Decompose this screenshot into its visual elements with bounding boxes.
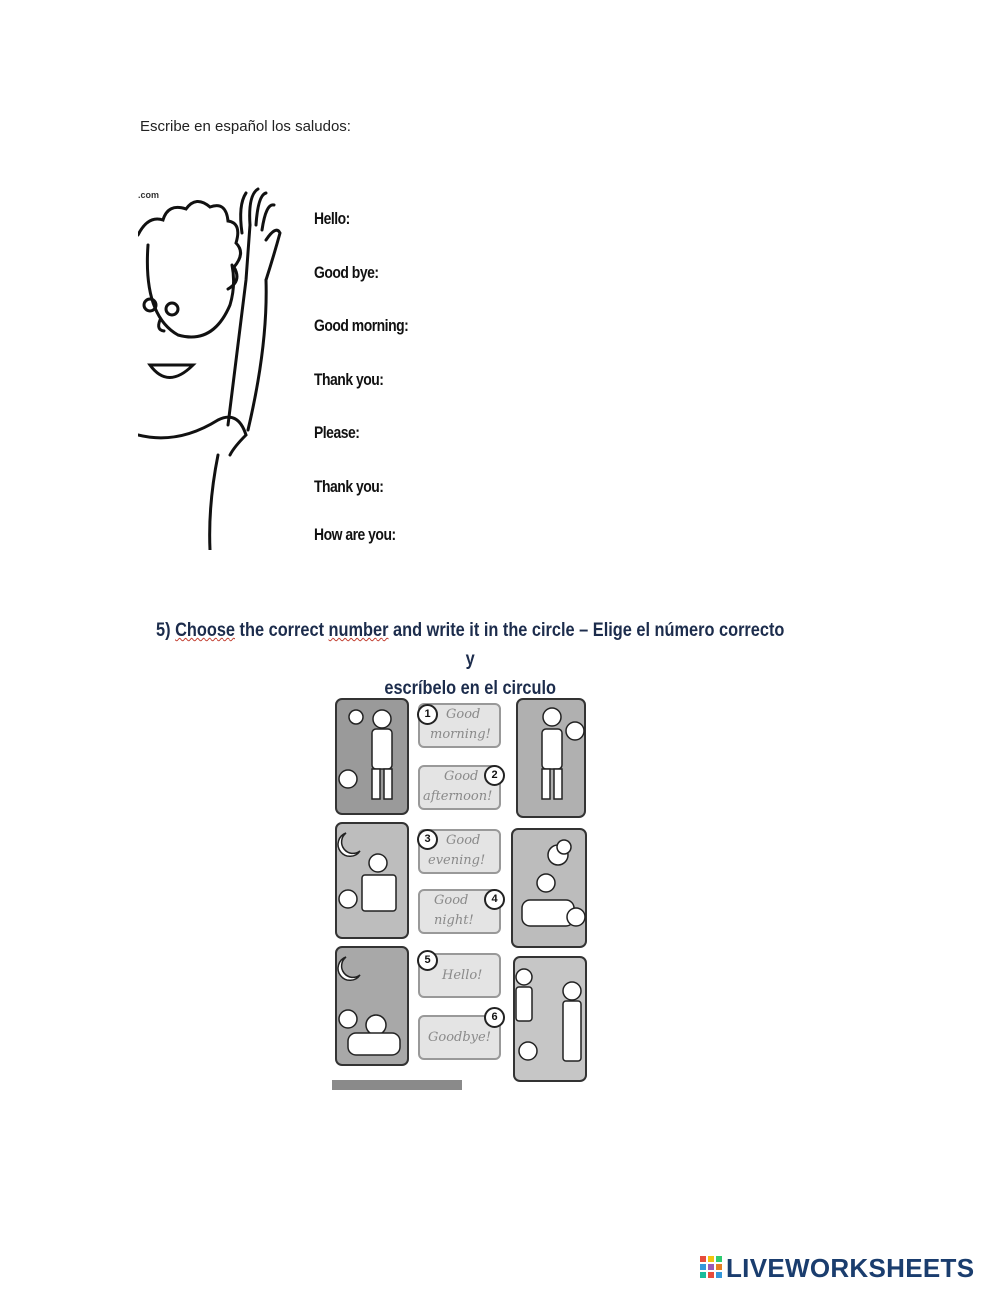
instruction-text: Escribe en español los saludos: — [140, 118, 351, 135]
number-badge-3: 3 — [417, 829, 438, 850]
logo-blocks-icon — [700, 1256, 722, 1280]
phrase-card-2: Good afternoon! — [418, 765, 501, 810]
number-badge-1: 1 — [417, 704, 438, 725]
greeting-how-are-you: How are you: — [314, 525, 396, 544]
greeting-good-morning: Good morning: — [314, 316, 409, 335]
exercise-heading — [152, 616, 788, 703]
greeting-good-bye: Good bye: — [314, 263, 379, 282]
site-tag: .com — [138, 190, 160, 200]
waving-boy-illustration — [138, 185, 303, 550]
number-badge-5: 5 — [417, 950, 438, 971]
phrase-card-1: Good morning! — [418, 703, 501, 748]
logo-text: LIVEWORKSHEETS — [726, 1252, 975, 1283]
phrase-card-5: Hello! — [418, 953, 501, 998]
number-badge-6: 6 — [484, 1007, 505, 1028]
exercise-picture — [332, 695, 594, 1090]
greeting-thank-you: Thank you: — [314, 370, 384, 389]
heading-line-2: escríbelo en el circulo — [384, 678, 557, 699]
phrase-card-3: Good evening! — [418, 829, 501, 874]
number-badge-2: 2 — [484, 765, 505, 786]
greeting-thank-you-2: Thank you: — [314, 477, 384, 496]
liveworksheets-logo[interactable] — [700, 1254, 974, 1282]
greeting-please: Please: — [314, 423, 360, 442]
phrase-card-6: Goodbye! — [418, 1015, 501, 1060]
heading-line-1: 5) Choose the correct number and write it in the circle – Elige el número correcto y — [156, 620, 785, 670]
number-badge-4: 4 — [484, 889, 505, 910]
greeting-hello: Hello: — [314, 209, 350, 228]
phrase-card-4: Good night! — [418, 889, 501, 934]
